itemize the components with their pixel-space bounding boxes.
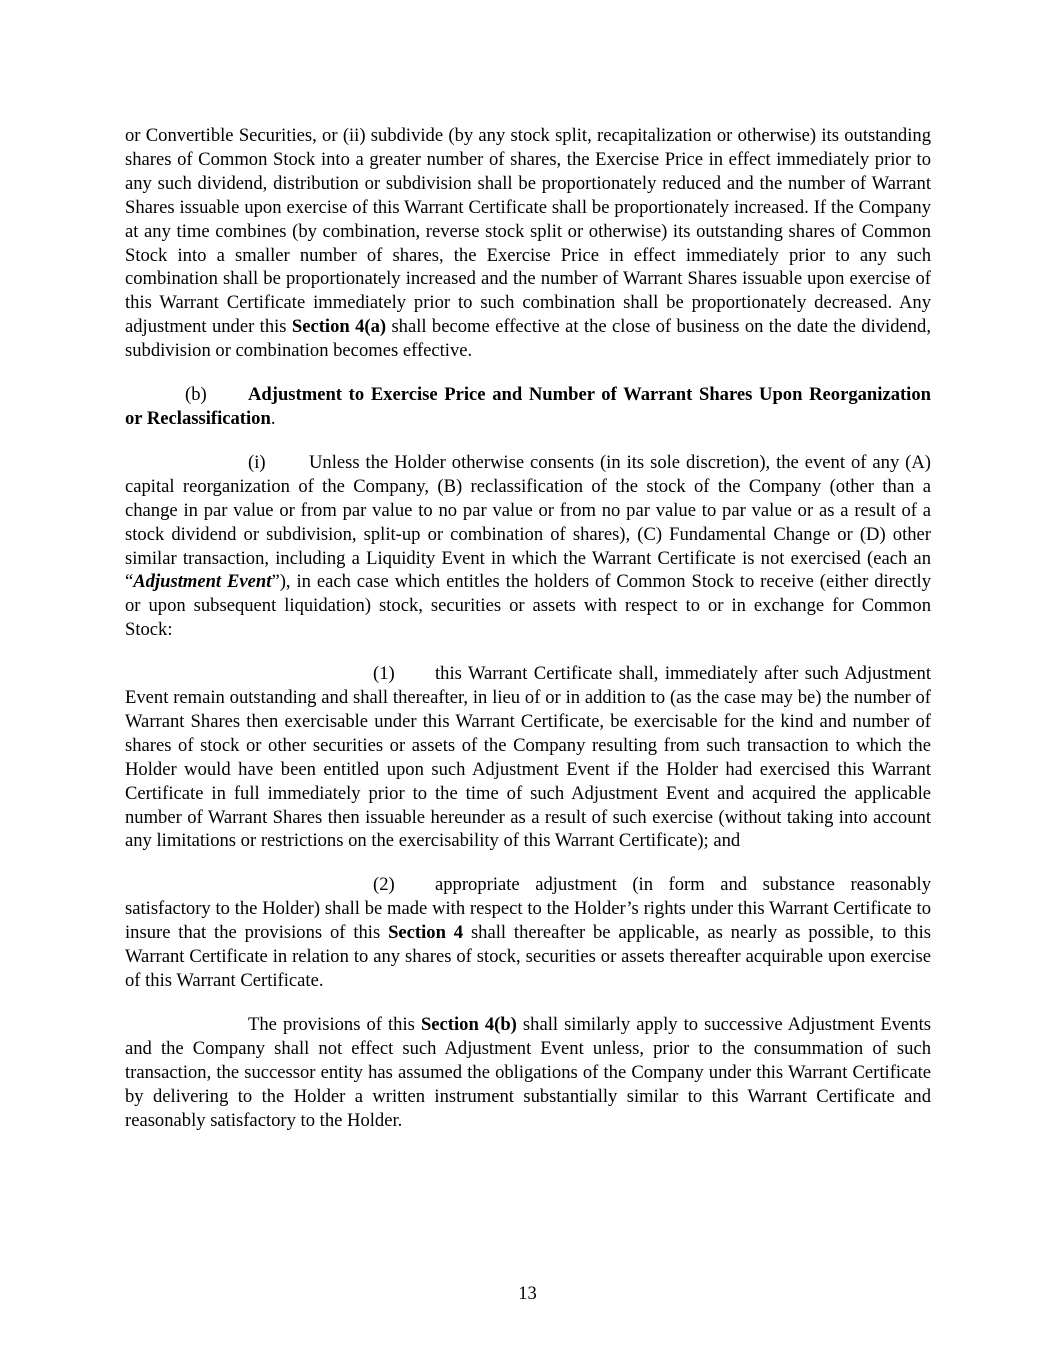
paragraph-text: or Convertible Securities, or (ii) subdivide (by any stock split, recapitalization or otherwise) its outstanding shares of Common Stock into a greater number of shares, the Exercise Price in effect immediately prior to any such dividend, distribution or subdivision shall be proportionately reduced and the number of Warrant Shares issuable upon exercise of this Warrant Certificate shall be proportionately increased. If the Company at any time combines (by combination, reverse stock split or otherwise) its outstanding shares of Common Stock into a smaller number of shares, the Exercise Price in effect immediately prior to any such combination shall be proportionately increased and the number of Warrant Shares issuable upon exercise of this Warrant Certificate immediately prior to such combination shall be proportionately decreased. Any adjustment under this (125, 125, 931, 338)
paragraph-text: shall thereafter be applicable, as nearly as possible, to this Warrant Certificate in relation to any shares of stock, securities or assets thereafter acquirable upon exercise of this Warrant Certificate. (125, 922, 932, 991)
section-reference: Section 4(b) (420, 1013, 517, 1035)
paragraph-text: appropriate adjustment (in form and substance reasonably satisfactory to the Holder) shall be made with respect to the Holder’s rights under this Warrant Certificate to insure that the provisions of this (125, 874, 931, 944)
heading-section-4b (125, 383, 931, 431)
paragraph-text: this Warrant Certificate shall, immediately after such Adjustment Event remain outstanding and shall thereafter, in lieu of or in addition to (as the case may be) the number of Warrant Shares then exercisable under this Warrant Certificate, be exercisable for the kind and number of shares of stock or other securities or assets of the Company resulting from such transaction to which the Holder would have been entitled upon such Adjustment Event if the Holder had exercised this Warrant Certificate in full immediately prior to the time of such Adjustment Event and acquired the applicable number of Warrant Shares then issuable hereunder as a result of such exercise (without taking into account any limitations or restrictions on the exercisability of this Warrant Certificate); and (125, 663, 931, 852)
paragraph-text: shall similarly apply to successive Adjustment Events and the Company shall not effect such Adjustment Event unless, prior to the consummation of such transaction, the successor entity has assumed the obligations of the Company under this Warrant Certificate by delivering to the Holder a written instrument substantially similar to this Warrant Certificate and reasonably satisfactory to the Holder. (125, 1013, 932, 1131)
paragraph-text: The provisions of this (248, 1013, 421, 1035)
paragraph-successive-events (125, 1013, 931, 1133)
clause-label: (1) (373, 663, 395, 685)
paragraph-text: ”), in each case which entitles the holders of Common Stock to receive (either directly or upon subsequent liquidation) stock, securities or assets with respect to or in exchange for Common Stock: (125, 571, 931, 641)
document-page (125, 124, 931, 1152)
heading-punctuation: . (270, 407, 276, 429)
paragraph-clause-1 (125, 662, 931, 853)
paragraph-text: Unless the Holder otherwise consents (in its sole discretion), the event of any (A) capital reorganization of the Company, (B) reclassification of the stock of the Company (other than a change in par value or from par value to no par value or from no par value to par value or as a result of a stock dividend or subdivision, split-up or combination of shares), (C) Fundamental Change or (D) other similar transaction, including a Liquidity Event in which the Warrant Certificate is not exercised (each an “ (125, 451, 931, 593)
page-number: 13 (518, 1283, 537, 1304)
paragraph-clause-2 (125, 873, 931, 993)
paragraph-clause-i (125, 451, 931, 642)
section-heading: Adjustment to Exercise Price and Number of Warrant Shares Upon Reorganization or Reclassification (125, 384, 931, 429)
clause-label: (b) (185, 384, 207, 406)
section-reference: Section 4(a) (291, 316, 387, 338)
paragraph-text: shall become effective at the close of business on the date the dividend, subdivision or combination becomes effective. (125, 316, 931, 362)
defined-term: Adjustment Event (133, 571, 272, 593)
clause-label: (i) (248, 451, 266, 473)
paragraph-section-4a-continuation (125, 124, 931, 363)
section-reference: Section 4 (388, 922, 464, 944)
clause-label: (2) (373, 874, 395, 896)
